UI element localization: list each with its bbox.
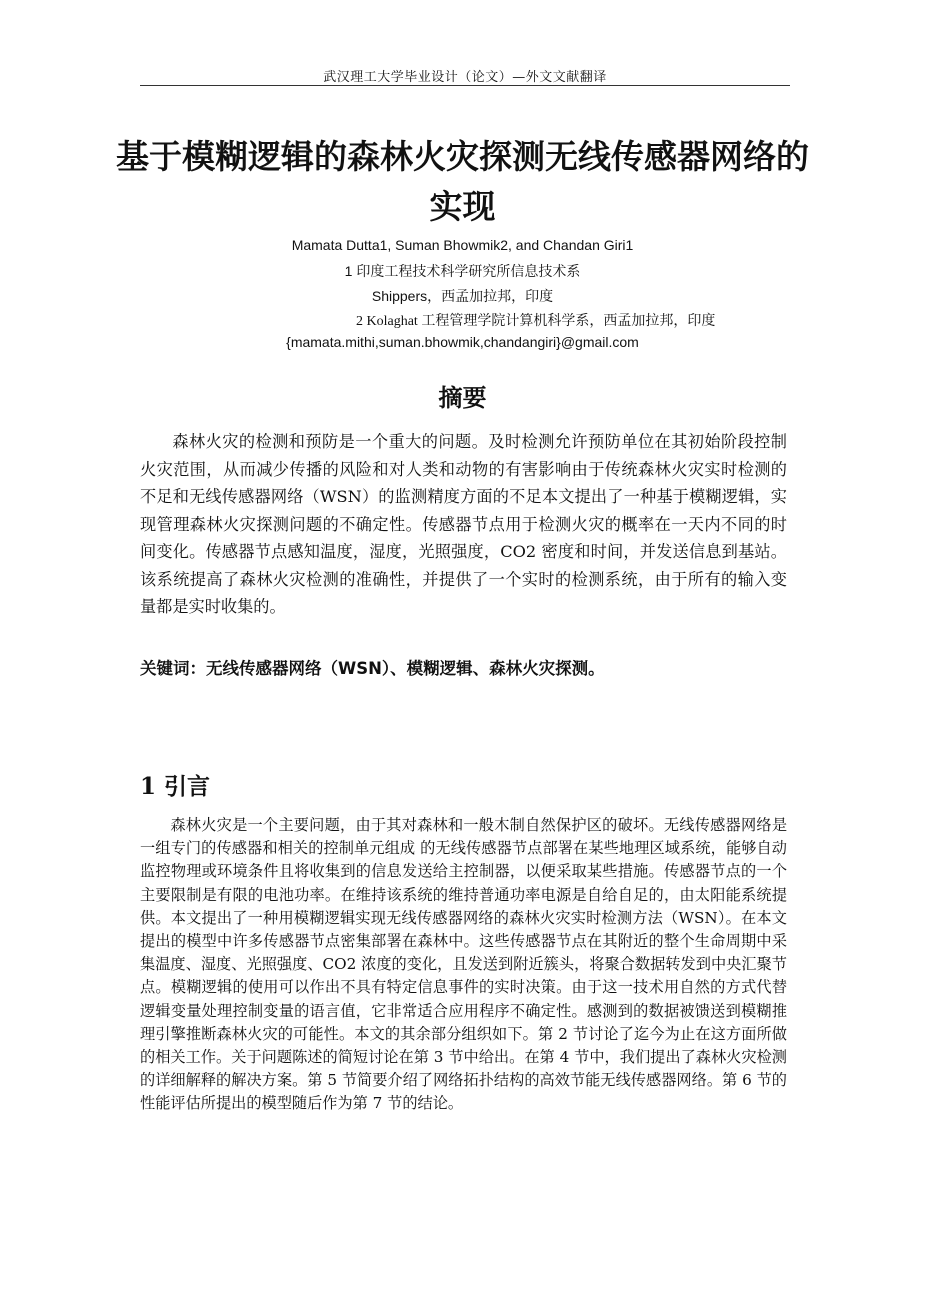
- header-rule: [140, 85, 790, 86]
- section-1-heading: 1 引言: [140, 773, 211, 800]
- author-list: Mamata Dutta1, Suman Bhowmik2, and Chandan Giri1: [291, 237, 634, 253]
- affiliation-2: 2 Kolaghat 工程管理学院计算机科学系，西孟加拉邦，印度: [356, 314, 716, 329]
- affiliation-1: 1 印度工程技术科学研究所信息技术系: [344, 263, 581, 279]
- section-1-paragraph: 森林火灾是一个主要问题，由于其对森林和一般木制自然保护区的破坏。无线传感器网络是一组专门的传感器和相关的控制单元组成 的无线传感器节点部署在某些地理区域系统，能够自动监控物理或环境条件且将收集到的信息发送给主控制器，以便采取某些措施。传感器节点的一个主要限制是有限的电池功率。在维持该系统的维持普通功率电源是自给自足的，由太阳能系统提供。本文提出了一种用模糊逻辑实现无线传感器网络的森林火灾实时检测方法（WSN）。在本文提出的模型中许多传感器节点密集部署在森林中。这些传感器节点在其附近的整个生命周期中采集温度、湿度、光照强度、CO2 浓度的变化，且发送到附近簇头，将聚合数据转发到中央汇聚节点。模糊逻辑的使用可以作出不具有特定信息事件的实时决策。由于这一技术用自然的方式代替逻辑变量处理控制变量的语言值，它非常适合应用程序不确定性。感测到的数据被馈送到模糊推理引擎推断森林火灾的可能性。本文的其余部分组织如下。第 2 节讨论了迄今为止在这方面所做的相关工作。关于问题陈述的简短讨论在第 3 节中给出。在第 4 节中，我们提出了森林火灾检测的详细解释的解决方案。第 5 节简要介绍了网络拓扑结构的高效节能无线传感器网络。第 6 节的性能评估所提出的模型随后作为第 7 节的结论。: [140, 816, 787, 1113]
- running-header: 武汉理工大学毕业设计（论文）—外文文献翻译: [323, 70, 607, 85]
- paper-title: 基于模糊逻辑的森林火灾探测无线传感器网络的实现: [116, 137, 809, 226]
- author-emails: {mamata.mithi,suman.bhowmik,chandangiri}@gmail.com: [286, 334, 639, 350]
- abstract-paragraph: 森林火灾的检测和预防是一个重大的问题。及时检测允许预防单位在其初始阶段控制火灾范围，从而减少传播的风险和对人类和动物的有害影响由于传统森林火灾实时检测的不足和无线传感器网络（WSN）的监测精度方面的不足本文提出了一种基于模糊逻辑，实现管理森林火灾探测问题的不确定性。传感器节点用于检测火灾的概率在一天内不同的时间变化。传感器节点感知温度，湿度，光照强度，CO2 密度和时间，并发送信息到基站。该系统提高了森林火灾检测的准确性，并提供了一个实时的检测系统，由于所有的输入变量都是实时收集的。: [140, 432, 787, 616]
- affiliation-1-location: Shippers，西孟加拉邦，印度: [371, 288, 554, 304]
- keywords: 关键词：无线传感器网络（WSN）、模糊逻辑、森林火灾探测。: [140, 659, 605, 678]
- abstract-heading: 摘要: [438, 384, 487, 412]
